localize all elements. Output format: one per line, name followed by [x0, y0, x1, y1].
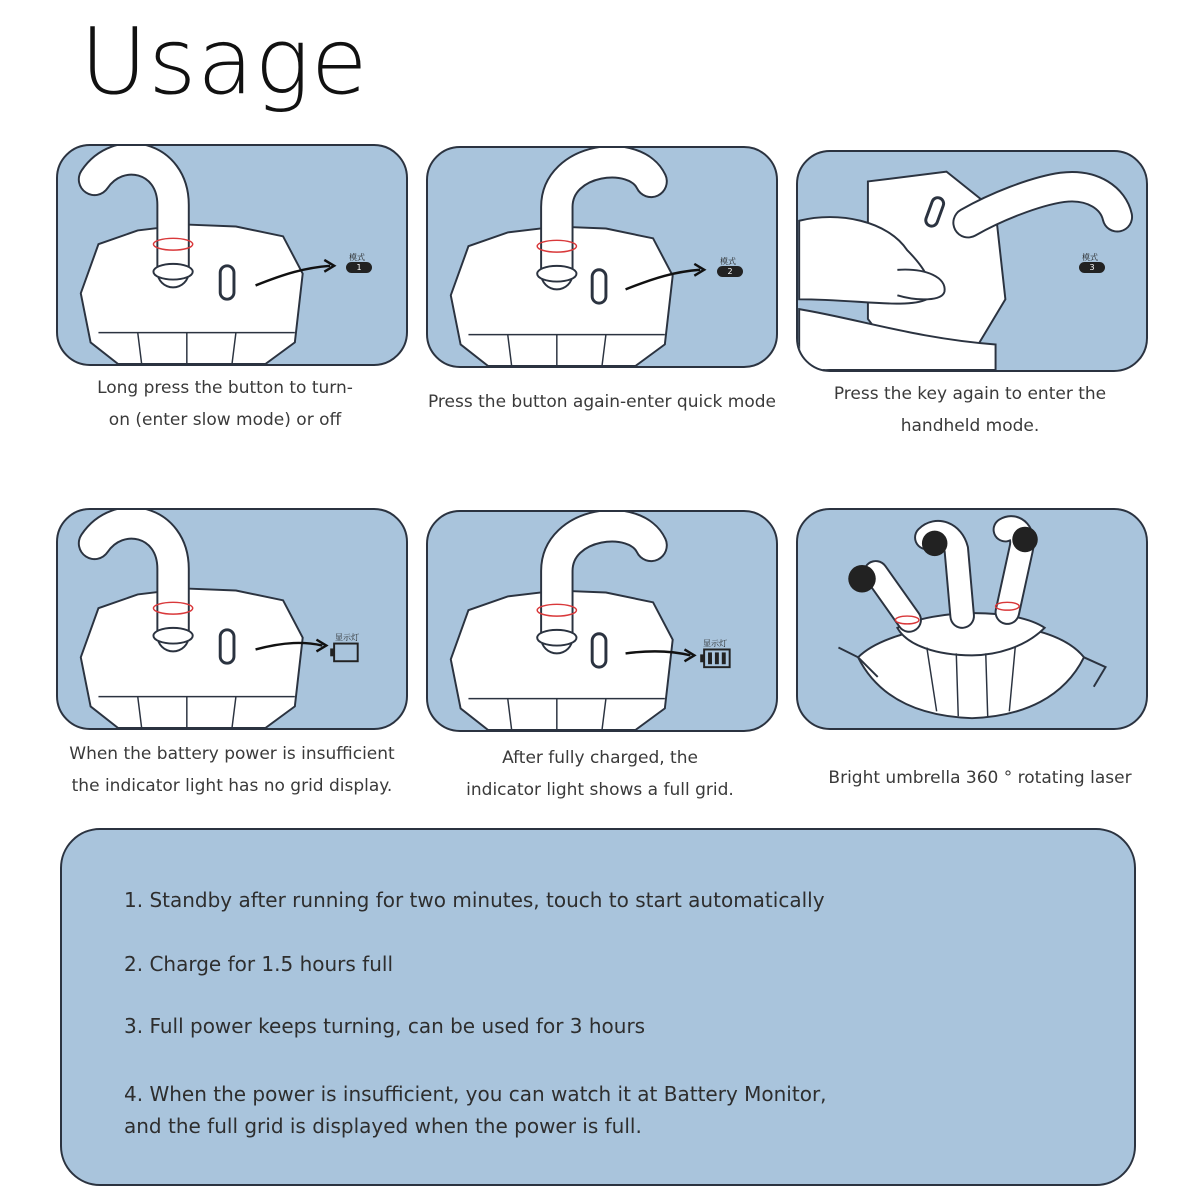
- note-2: 2. Charge for 1.5 hours full: [124, 952, 394, 976]
- step-5-caption: [410, 742, 790, 806]
- step-4-caption-line-1: When the battery power is insufficient: [69, 744, 395, 764]
- battery-indicator-label-full: 显示灯: [703, 639, 727, 648]
- mode-indicator-1: 1: [346, 262, 372, 273]
- step-3-caption-line-1: Press the key again to enter the: [833, 384, 1107, 404]
- step-1-caption-line-1: Long press the button to turn-: [97, 378, 353, 398]
- page-title: Usage: [80, 8, 369, 115]
- note-4-line-1: 4. When the power is insufficient, you can watch it at Battery Monitor,: [124, 1082, 827, 1106]
- step-5-caption-line-1: After fully charged, the: [502, 748, 698, 768]
- step-4-illustration: [56, 508, 408, 730]
- notes-box: [60, 828, 1136, 1186]
- step-2-caption-line-1: Press the button again-enter quick mode: [427, 392, 777, 412]
- battery-indicator-label-empty: 显示灯: [335, 633, 359, 642]
- note-3: 3. Full power keeps turning, can be used for 3 hours: [124, 1014, 646, 1038]
- mode-indicator-3: 3: [1079, 262, 1105, 273]
- step-6-caption: [790, 762, 1170, 794]
- step-3-caption-line-2: handheld mode.: [900, 416, 1040, 436]
- note-1: 1. Standby after running for two minutes, touch to start automatically: [124, 888, 825, 912]
- step-1-caption: [35, 372, 415, 436]
- step-3-caption: [780, 378, 1160, 442]
- step-5-illustration: [426, 510, 778, 732]
- step-6-caption-line-1: Bright umbrella 360 ° rotating laser: [828, 768, 1132, 788]
- note-4-line-2: and the full grid is displayed when the power is full.: [124, 1114, 642, 1138]
- step-1-caption-line-2: on (enter slow mode) or off: [108, 410, 342, 430]
- mode-indicator-label-2: 模式: [720, 257, 736, 266]
- step-4-caption-line-2: the indicator light has no grid display.: [71, 776, 393, 796]
- mode-indicator-label-1: 模式: [349, 253, 365, 262]
- mode-indicator-2: 2: [717, 266, 743, 277]
- mode-indicator-label-3: 模式: [1082, 253, 1098, 262]
- step-4-caption: [42, 738, 422, 802]
- step-5-caption-line-2: indicator light shows a full grid.: [466, 780, 734, 800]
- step-2-caption: [412, 386, 792, 418]
- step-6-illustration: [796, 508, 1148, 730]
